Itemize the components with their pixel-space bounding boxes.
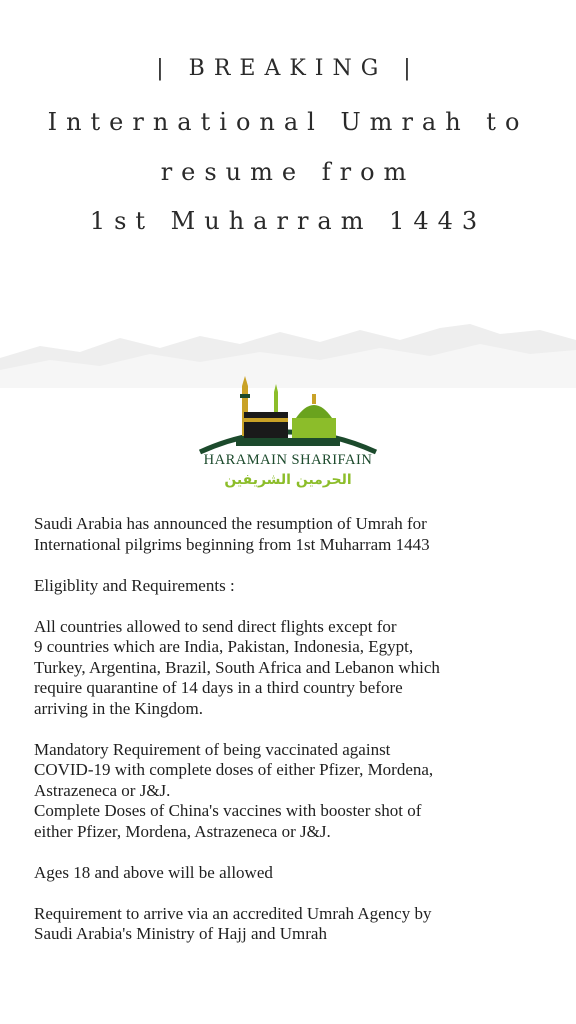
breaking-label: | BREAKING | — [156, 56, 420, 81]
logo-name-english: HARAMAIN SHARIFAIN — [203, 452, 373, 468]
announcement-body — [34, 514, 554, 965]
headline-line-2: resume from — [160, 158, 416, 186]
intro-paragraph: Saudi Arabia has announced the resumption of Umrah for International pilgrims beginning from 1st Muharram 1443 — [34, 514, 430, 554]
vaccine-paragraph: Mandatory Requirement of being vaccinated against COVID-19 with complete doses of either Pfizer, Mordena, Astrazeneca or J&J. Complete Doses of China's vaccines with booster shot of either Pfizer, Mordena, Astrazeneca or J&J. — [34, 739, 434, 841]
countries-paragraph: All countries allowed to send direct flights except for 9 countries which are India, Pakistan, Indonesia, Egypt, Turkey, Argentina, Brazil, South Africa and Lebanon which require quarantine of 14 days in a third country before arriving in the Kingdom. — [34, 616, 440, 718]
ages-paragraph: Ages 18 and above will be allowed — [34, 862, 273, 882]
logo-name-arabic: الحرمين الشريفين — [224, 472, 352, 488]
headline-line-3: 1st Muharram 1443 — [89, 207, 487, 235]
headline-line-1: International Umrah to — [47, 108, 529, 136]
agency-paragraph: Requirement to arrive via an accredited Umrah Agency by Saudi Arabia's Ministry of Hajj and Umrah — [34, 903, 432, 943]
eligibility-heading: Eligiblity and Requirements : — [34, 575, 235, 595]
